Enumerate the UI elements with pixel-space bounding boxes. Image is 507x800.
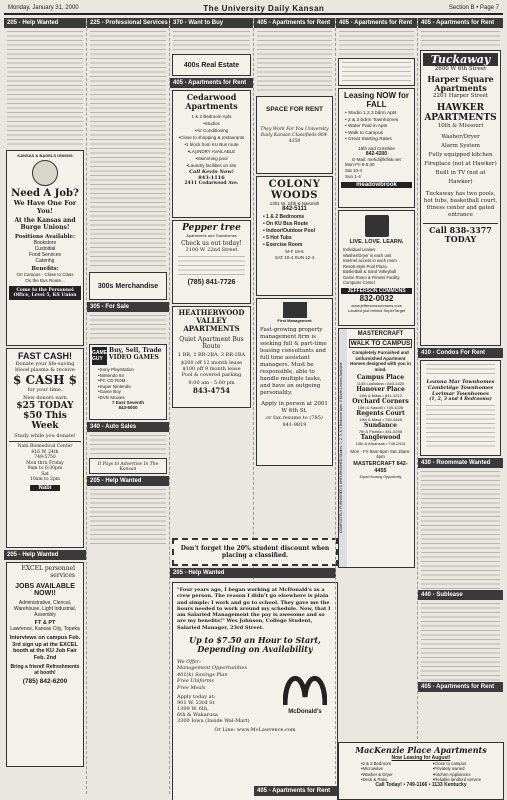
feature-item: • Great Starting Rates [345, 137, 392, 142]
hawker-title: HAWKER APARTMENTS [424, 103, 497, 123]
feature-item: Washer/Dryer [441, 134, 480, 140]
game-item: •Nintendo 64 [98, 372, 124, 378]
nabi-hours: 10am to 2pm [29, 477, 61, 482]
nabi-plasma-ad [6, 348, 84, 548]
job-description: Fast-growing property management firm is seeking full & part-time leasing consultants and full time assistant managers. Must be responsible, able to handle multiple tasks, and have an outgoing personality. [260, 327, 327, 396]
section-head-apartments: 405 - Apartments for Rent [418, 18, 503, 28]
testimonial-quote: "Four years ago, I began working at McDonald's as a crew person. The reason I didn't go elsewhere is plain and simple: I work and go to school. They gave me the hours needed to work around my schedule. Now, that I am Salaried Management the pay is awesome and so are my benefits!" Wes Johnson, College Student, Salaried Manager, 23rd Street. [177, 587, 331, 631]
community-address: 7th & Florida • 841-5255 [358, 429, 403, 434]
personnel-office-line: Come to the Personnel Office, Level 5, KS Union [9, 286, 81, 300]
peppertree-ad [172, 220, 251, 304]
jobs-available-heading: JOBS AVAILABLE NOW!! [15, 583, 75, 597]
feature-item: •Reliable landlord service [432, 776, 482, 782]
fax-line: or fax resume to (785) 841-9819 [266, 415, 323, 428]
column-1 [4, 18, 87, 794]
jefferson-web: www.jeffersoncommons.com [351, 302, 402, 308]
feature-item: •Laundry facilities on site [186, 163, 237, 168]
peppertree-details [175, 255, 248, 279]
section-head-sublease: 440 - Sublease [418, 590, 503, 600]
feature-item: •Microwave [360, 766, 383, 772]
quiet-line: Quiet Apartment Bus Route [179, 336, 244, 350]
apply-address: 1309 W. 6th, [177, 706, 209, 713]
heatherwood-title: HEATHERWOOD VALLEY APARTMENTS [178, 308, 245, 333]
apply-title: Apply today at: [177, 694, 216, 701]
issue-date: Monday, January 31, 2000 [8, 5, 79, 11]
feature-item: •Swimming pool [195, 156, 228, 161]
nabi-address: 816 W. 24th [31, 449, 59, 455]
feature-item: Game Room & Fitness Facility [343, 274, 400, 280]
community-address: 1145 Louisiana • 843-1420 [356, 381, 405, 386]
community-name: Campus Place [356, 374, 405, 381]
offer-item: Free Uniforms [177, 678, 214, 685]
feature-item: • Water Paid in Apts [345, 124, 388, 129]
game-item: •Sony PlayStation [98, 367, 134, 372]
apply-address: 6th & Wakarusa [177, 712, 218, 719]
classified-text-block [4, 30, 86, 148]
advertise-banner: It Pays to Advertise In The Kansan [89, 458, 167, 474]
harper-address: 2201 Harper Street [433, 93, 488, 99]
classified-text-block [254, 30, 335, 94]
classified-text-block [87, 30, 169, 270]
leanna-intro [423, 363, 498, 377]
mastercraft-hours: Mon - Fri 9am-5pm Sat 10am-4pm [350, 449, 411, 459]
tuckaway-features [423, 133, 498, 187]
community-address: 10th & Arkansas • 749-2415 [355, 441, 406, 446]
game-list [92, 367, 164, 400]
space-for-rent-heading: SPACE FOR RENT [266, 106, 323, 113]
classified-text-block [336, 30, 417, 56]
apply-addresses [177, 700, 259, 724]
cedarwood-address: 2411 Cedarwood Ave. [184, 181, 239, 186]
classified-text-block [87, 314, 169, 342]
bring-friend-line: Bring a friend! Refreshments at booth! [10, 664, 80, 676]
section-head-help-wanted: 205 - Help Wanted [170, 568, 336, 578]
mcdonalds-logo-text: McDonald's [288, 709, 322, 716]
game-phone: 843-6000 [118, 405, 138, 410]
heatherwood-ad [172, 306, 251, 408]
position-item: Food Services [29, 252, 61, 258]
nabi-name: Nabi Biomedical Center [17, 444, 73, 449]
section-head-help-wanted: 205 - Help Wanted [4, 18, 86, 28]
feature-item: • 2 & 3 bdrm Townhomes [345, 117, 399, 123]
apply-address: 3300 Iowa (Inside Wal-Mart) [177, 718, 250, 725]
online-line: Or Line: www.McLawrence.com [214, 727, 296, 734]
nabi-logo: Nabi [30, 485, 60, 491]
feature-item: •Privately owned [432, 766, 465, 772]
feature-item: •Washer & Dryer [360, 771, 393, 777]
mackenzie-features [341, 761, 501, 782]
colony-woods-logo: COLONY WOODS [268, 179, 321, 201]
mackenzie-title: MacKenzie Place Apartments [355, 745, 487, 755]
feature-item: •Close to shopping & restaurants [178, 135, 245, 140]
community-name: Tanglewood [360, 434, 401, 441]
colony-hours [259, 249, 330, 260]
colony-address: 1301 W. 24th & Naismith [269, 201, 320, 206]
jefferson-features [341, 247, 412, 286]
mastercraft-phone: MASTERCRAFT 842-4455 [353, 461, 408, 474]
feature-item: Basketball & Sand Volleyball [343, 269, 397, 274]
jayhawk-seal-icon [32, 160, 58, 186]
cedarwood-features [175, 113, 248, 169]
excel-logo: EXCEL personnel services [21, 565, 75, 579]
now-leasing: Now Leasing for August! [391, 755, 451, 761]
game-item: •PC CD ROM [98, 378, 126, 383]
meadowbrook-logo: meadowbrook [341, 182, 412, 188]
community-item [349, 386, 412, 398]
hours-line: Sun 1-4 [345, 173, 361, 179]
feature-item: Washer/Dryer in each unit [343, 252, 392, 258]
vertical-banner: COMPLETELY FURNISHED & UNFURNISHED Studios, 1, 2, 3, & 4 Bedroom Apts. 9 Month Leases Available [339, 329, 347, 567]
community-name: Sundance [364, 422, 397, 429]
classifieds-grid [4, 18, 503, 794]
donate-line: Donate your life-saving blood plasma & receive [15, 361, 75, 373]
offer-title: We Offer: [177, 659, 201, 666]
leanna-details [423, 404, 498, 448]
offer-item: Free Meals [177, 684, 206, 691]
community-name: Orchard Corners [352, 398, 409, 405]
community-address: 19th & Mass • 749-0445 [359, 417, 402, 422]
feature-item: Individual Leases [343, 247, 376, 252]
leasing-phone: 842-4200 [365, 150, 388, 157]
game-guy-ad [89, 344, 167, 420]
section-head-condos: 410 - Condos For Rent [418, 348, 503, 358]
jefferson-location: Located just behind SuperTarget [347, 307, 406, 313]
positions-title: Positions Available: [14, 234, 76, 240]
jefferson-logo: JEFFERSON COMMONS [341, 288, 412, 294]
masthead [4, 3, 503, 15]
need-job-heading: Need A Job? [11, 188, 79, 199]
community-address: 15th & Kasold • 749-4226 [357, 405, 404, 410]
nabi-hours: Sat [41, 471, 49, 477]
study-line: Study while you donate! [14, 433, 76, 439]
cedarwood-phone: 843-1116 [198, 175, 225, 181]
feature-item: • Walk to Campus [345, 130, 384, 136]
video-games-heading: Buy, Sell, Trade VIDEO GAMES [109, 347, 162, 361]
furnished-line: Completely Furnished and Unfurnished Apartment Homes designed with you in mind. [350, 350, 411, 372]
feature-item: Resort-style Pool Plaza [343, 263, 387, 269]
ftpt-line: FT & PT [34, 620, 56, 626]
nabi-hours: 9am to 6:30pm [27, 466, 63, 471]
leanna-sub: (1, 2, 3 and 4 Bedrooms) [429, 397, 492, 402]
feature-item: •LAUNDRY AVAILABLE [187, 149, 236, 154]
community-item [349, 434, 412, 446]
leasing-features [341, 111, 412, 144]
feature-item: Built in TV (not at Hawker) [435, 170, 486, 185]
feature-item: Fully equipped kitchen [428, 152, 493, 158]
excel-phone: (785) 842-6200 [22, 678, 68, 685]
feature-item: • Indoor/Outdoor Pool [263, 228, 316, 234]
community-item [349, 422, 412, 434]
mastercraft-ad [338, 328, 415, 568]
first-management-ad [256, 298, 333, 466]
colony-woods-ad [256, 176, 333, 296]
cedarwood-ad [172, 90, 251, 218]
leanna-mar-ad [420, 360, 501, 456]
section-head-for-sale: 305 - For Sale [87, 302, 169, 312]
community-address: 14th & Mass • 841-1212 [359, 393, 402, 398]
feature-item: Internet access in each room [343, 258, 397, 263]
towns-line: Lawrence, Kansas City, Topeka [10, 626, 80, 632]
check-out-line: Check us out today! [181, 240, 242, 247]
game-address: 7 East Seventh [111, 400, 144, 405]
real-estate-header [172, 54, 251, 76]
classified-text-block [418, 30, 503, 48]
heatherwood-phone: 843-4754 [193, 386, 230, 395]
leasing-now-ad [338, 88, 415, 208]
harper-title: Harper Square Apartments [427, 74, 494, 93]
amount-week: $50 This Week [23, 411, 67, 431]
mackenzie-place-ad [338, 742, 504, 800]
jefferson-logo-icon [365, 215, 389, 237]
feature-item: •Deck & Patio [360, 776, 388, 782]
student-discount-banner: Don't forget the 20% student discount when placing a classified. [172, 538, 338, 566]
new-donors-line: New donors earn [23, 395, 67, 401]
position-item: Catering [35, 258, 55, 264]
pool-line: Pool & covered parking [181, 372, 242, 378]
unions-jobs-ad [6, 150, 84, 346]
tuckaway-logo: Tuckaway [423, 53, 498, 66]
peppertree-address: 3100 W. 22nd Street [185, 247, 238, 253]
leanna-title: Leanna Mar Townhomes Cambridge Townhomes Lorimar Townhomes [426, 379, 495, 397]
feature-item: •Air Conditioning [194, 128, 229, 133]
community-item [349, 398, 412, 410]
tuckaway-call: Call 838-3377 TODAY [423, 223, 498, 244]
feature-item: Fireplace (not at Hawker) [424, 161, 497, 167]
feature-item: Computer Center [343, 280, 376, 285]
heatherwood-hours: 9:00 am - 5:00 pm [188, 380, 235, 386]
game-item: •Super Nintendo [98, 383, 131, 389]
benefits-title: Benefits: [31, 266, 59, 272]
classified-text-block [87, 434, 169, 456]
section-head-apartments: 405 - Apartments for Rent [254, 18, 335, 28]
positions-list [9, 240, 81, 264]
feature-item: • Exercise Room [263, 242, 303, 248]
deposit-line: $200 off 12 month lease [180, 360, 243, 366]
colony-features [259, 214, 330, 249]
feature-item: • 1 & 2 Bedrooms [263, 214, 305, 220]
game-guy-logo: GAME GUY [92, 347, 107, 365]
merchandise-header [89, 272, 167, 300]
nabi-hours: Mon thru Friday [26, 460, 64, 466]
benefit-item: On the Bus Route... [25, 277, 65, 283]
space-for-rent-sub: They Work For You University Daily Kansan Classifieds 864-4358 [260, 127, 329, 144]
peppertree-logo: Pepper tree [182, 223, 241, 233]
leasing-email: E-Mail: mehd@kifisk.net [352, 156, 401, 162]
feature-item: •Close to campus [432, 761, 467, 766]
community-item [349, 410, 412, 422]
peppertree-phone: (785) 841-7726 [187, 279, 236, 286]
tuckaway-address: 2600 W 6th Street [434, 66, 487, 72]
real-estate-title: 400s Real Estate [183, 61, 240, 69]
classified-text-block [418, 602, 503, 682]
section-head-roommate: 430 - Roommate Wanted [418, 458, 503, 468]
space-for-rent-ad [256, 96, 333, 174]
offer-list [177, 665, 259, 691]
column-2 [87, 18, 170, 794]
leasing-heading: Leasing NOW for FALL [344, 91, 409, 109]
paper-title: The University Daily Kansan [203, 3, 325, 13]
hours-line: Sat 10-4 [345, 167, 363, 173]
tuckaway-description: Tuckaway has two pools, hot tubs, basketball court, fitness center and gated entrance [423, 191, 498, 218]
leasing-hours [341, 162, 412, 180]
mastercraft-logo: MASTERCRAFT [357, 331, 404, 337]
feature-item: •1 block from KU Bus route [184, 142, 239, 147]
section-head-help-wanted: 205 - Help Wanted [87, 476, 169, 486]
hours-line: Mon-Fri 8-5:30 [345, 161, 375, 167]
peppertree-sub: Apartments and Townhomes [186, 233, 237, 238]
colony-phone: 842-5111 [282, 206, 307, 212]
job-types: Administrative, Clerical, Warehouse, Light Industrial, Assembly [13, 600, 77, 618]
mackenzie-call: Call Today! • 749-1166 • 1133 Kentucky [375, 782, 467, 789]
feature-item: • 5 Hot Tubs [263, 235, 292, 241]
cedarwood-call: Call Kevin Now! [189, 169, 234, 175]
merchandise-title: 300s Merchandise [97, 282, 159, 290]
feature-item: •Kitchen Appliances [432, 771, 471, 777]
feature-item: •2 & 3 Bedroom [360, 761, 392, 766]
at-unions-line: At the Kansas and Burge Unions! [14, 217, 76, 231]
small-apartment-ad [338, 58, 415, 86]
feature-item: 1 & 2 Bedroom Apts [191, 114, 232, 119]
excel-personnel-ad [6, 562, 84, 767]
section-label: Section B • Page 7 [448, 5, 499, 11]
interviews-line: Interviews on campus Feb. 3rd sign up at the EXCEL booth at the KU Job Fair Feb. 2nd [9, 635, 81, 661]
apply-in-person: Apply in person at 2001 W 6th St. [261, 401, 328, 414]
pay-headline: Up to $7.50 an Hour to Start, Depending on Availability [189, 635, 321, 655]
offer-item: 401(k) Savings Plan [177, 671, 228, 678]
first-management-logo-icon [283, 302, 307, 318]
hours-line: M-F 10-6 [285, 249, 304, 254]
community-name: Regents Court [356, 410, 405, 417]
position-item: Bookstore [33, 240, 57, 246]
tuckaway-ad [420, 50, 501, 346]
offer-item: Management Opportunities [177, 665, 248, 672]
nabi-phone: 749-5750 [34, 455, 56, 460]
hours-line: SAT 10-4 SUN 12-4 [274, 254, 315, 260]
amount-today: $25 TODAY [16, 401, 74, 411]
section-head-professional-services: 225 - Professional Services [87, 18, 169, 28]
section-head-help-wanted: 205 - Help Wanted [4, 550, 86, 560]
classified-text-block [170, 30, 253, 52]
feature-item: •Studios [203, 121, 220, 126]
family-line: We Have One For You! [13, 199, 77, 215]
section-head-want-to-buy: 370 - Want to Buy [170, 18, 253, 28]
classified-text-block [418, 470, 503, 590]
walk-to-campus: WALK TO CAMPUS [350, 340, 411, 347]
jefferson-commons-ad [338, 210, 415, 326]
benefits-list [9, 272, 81, 283]
equal-housing: Equal Housing Opportunity [359, 475, 402, 479]
section-head-auto-sales: 340 - Auto Sales [87, 422, 169, 432]
position-item: Custodial [34, 246, 56, 252]
unions-logo-text: KANSAS & BAGELS UNIONS [17, 153, 73, 158]
fast-cash-heading: FAST CASH! [18, 351, 72, 361]
live-love-learn: LIVE. LOVE. LEARN. [349, 239, 404, 245]
game-item: •Game Boy [98, 389, 121, 394]
bedrooms-line: 1 BR, 2 BR-2BA, 3 BR-2BA [177, 352, 246, 358]
column-4 [254, 18, 336, 794]
section-head-apartments: 405 - Apartments for Rent [336, 18, 417, 28]
cedarwood-title: Cedarwood Apartments [185, 92, 238, 111]
crestline-address: 15th and Crestline [358, 145, 395, 151]
feature-item: • On KU Bus Route [263, 221, 309, 227]
first-management-name: First Management [277, 318, 312, 323]
community-name: Hanover Place [356, 386, 405, 393]
jefferson-phone: 832-0032 [359, 293, 394, 303]
section-head-apartments: 405 - Apartments for Rent [418, 682, 503, 692]
column-6 [418, 18, 503, 794]
nabi-info [9, 444, 81, 483]
benefit-item: On Campus - Close to Class [16, 272, 74, 277]
game-item: •DVD Movies [98, 394, 125, 400]
apply-address: 901 W. 23rd St [177, 700, 215, 707]
hawker-address: 10th & Missouri [437, 123, 484, 129]
community-item [349, 374, 412, 386]
deposit-line-2: $100 off 9 month lease [182, 366, 241, 372]
community-list [349, 374, 412, 446]
classified-text-block [87, 488, 169, 548]
feature-item: Alarm System [441, 143, 480, 149]
section-head-apartments: 405 - Apartments for Rent [170, 78, 253, 88]
column-5 [336, 18, 418, 794]
section-head-apartments: 405 - Apartments for Rent [254, 786, 336, 796]
cash-line: $ CASH $ [13, 373, 77, 387]
for-time-line: for your time. [27, 387, 63, 393]
feature-item: • Studio 1,2,3 bdrm Apts [345, 111, 397, 116]
